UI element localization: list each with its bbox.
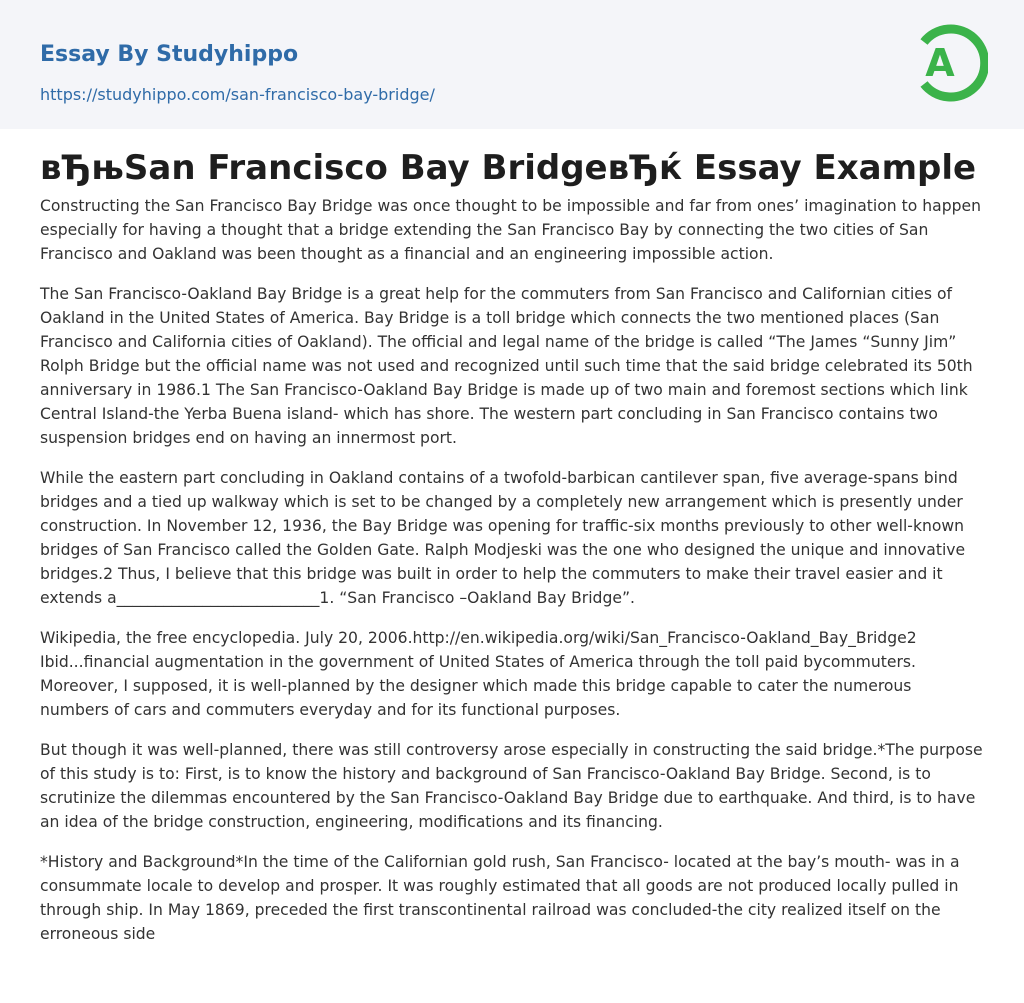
site-brand[interactable]: Essay By Studyhippo — [40, 42, 299, 67]
source-url-link[interactable]: https://studyhippo.com/san-francisco-bay-bridge/ — [40, 85, 435, 104]
essay-paragraph: Wikipedia, the free encyclopedia. July 20, 2006.http://en.wikipedia.org/wiki/San_Francisco-Oakland_Bay_Bridge2 Ibid...financial augmentation in the government of United States of America through the toll paid bycommuters. Moreover, I supposed, it is well-planned by the designer which made this bridge capable to cater the numerous numbers of cars and commuters everyday and for its functional purposes. — [40, 629, 917, 719]
essay-paragraph: *History and Background*In the time of the Californian gold rush, San Francisco- located at the bay’s mouth- was in a consummate locale to develop and prosper. It was roughly estimated that all goods are not produced locally pulled in through ship. In May 1869, preceded the first transcontinental railroad was concluded-the city realized itself on the erroneous side — [40, 853, 960, 943]
essay-paragraph: The San Francisco-Oakland Bay Bridge is a great help for the commuters from San Francisco and Californian cities of Oakland in the United States of America. Bay Bridge is a toll bridge which connects the two mentioned places (San Francisco and California cities of Oakland). The official and legal name of the bridge is called “The James “Sunny Jim” Rolph Bridge but the official name was not used and recognized until such time that the said bridge celebrated its 50th anniversary in 1986.1 The San Francisco-Oakland Bay Bridge is made up of two main and foremost sections which link Central Island-the Yerba Buena island- which has shore. The western part concluding in San Francisco contains two suspension bridges end on having an innermost port. — [40, 285, 973, 447]
essay-body — [40, 194, 984, 962]
essay-paragraph: Constructing the San Francisco Bay Bridge was once thought to be impossible and far from ones’ imagination to happen especially for having a thought that a bridge extending the San Francisco Bay by connecting the two cities of San Francisco and Oakland was been thought as a financial and an engineering impossible action. — [40, 197, 981, 263]
logo-letter: A — [925, 41, 955, 85]
essay-title: вЂњSan Francisco Bay BridgeвЂќ Essay Example — [40, 148, 977, 188]
essay-paragraph: While the eastern part concluding in Oakland contains of a twofold-barbican cantilever span, five average-spans bind bridges and a tied up walkway which is set to be changed by a completely new arrangement which is presently under construction. In November 12, 1936, the Bay Bridge was opening for traffic-six months previously to other well-known bridges of San Francisco called the Golden Gate. Ralph Modjeski was the one who designed the unique and innovative bridges.2 Thus, I believe that this bridge was built in order to help the commuters to make their travel easier and it extends a__________________________1. “San Francisco –Oakland Bay Bridge”. — [40, 469, 966, 607]
essay-paragraph: But though it was well-planned, there was still controversy arose especially in constructing the said bridge.*The purpose of this study is to: First, is to know the history and background of San Francisco-Oakland Bay Bridge. Second, is to scrutinize the dilemmas encountered by the San Francisco-Oakland Bay Bridge due to earthquake. And third, is to have an idea of the bridge construction, engineering, modifications and its financing. — [40, 741, 983, 831]
